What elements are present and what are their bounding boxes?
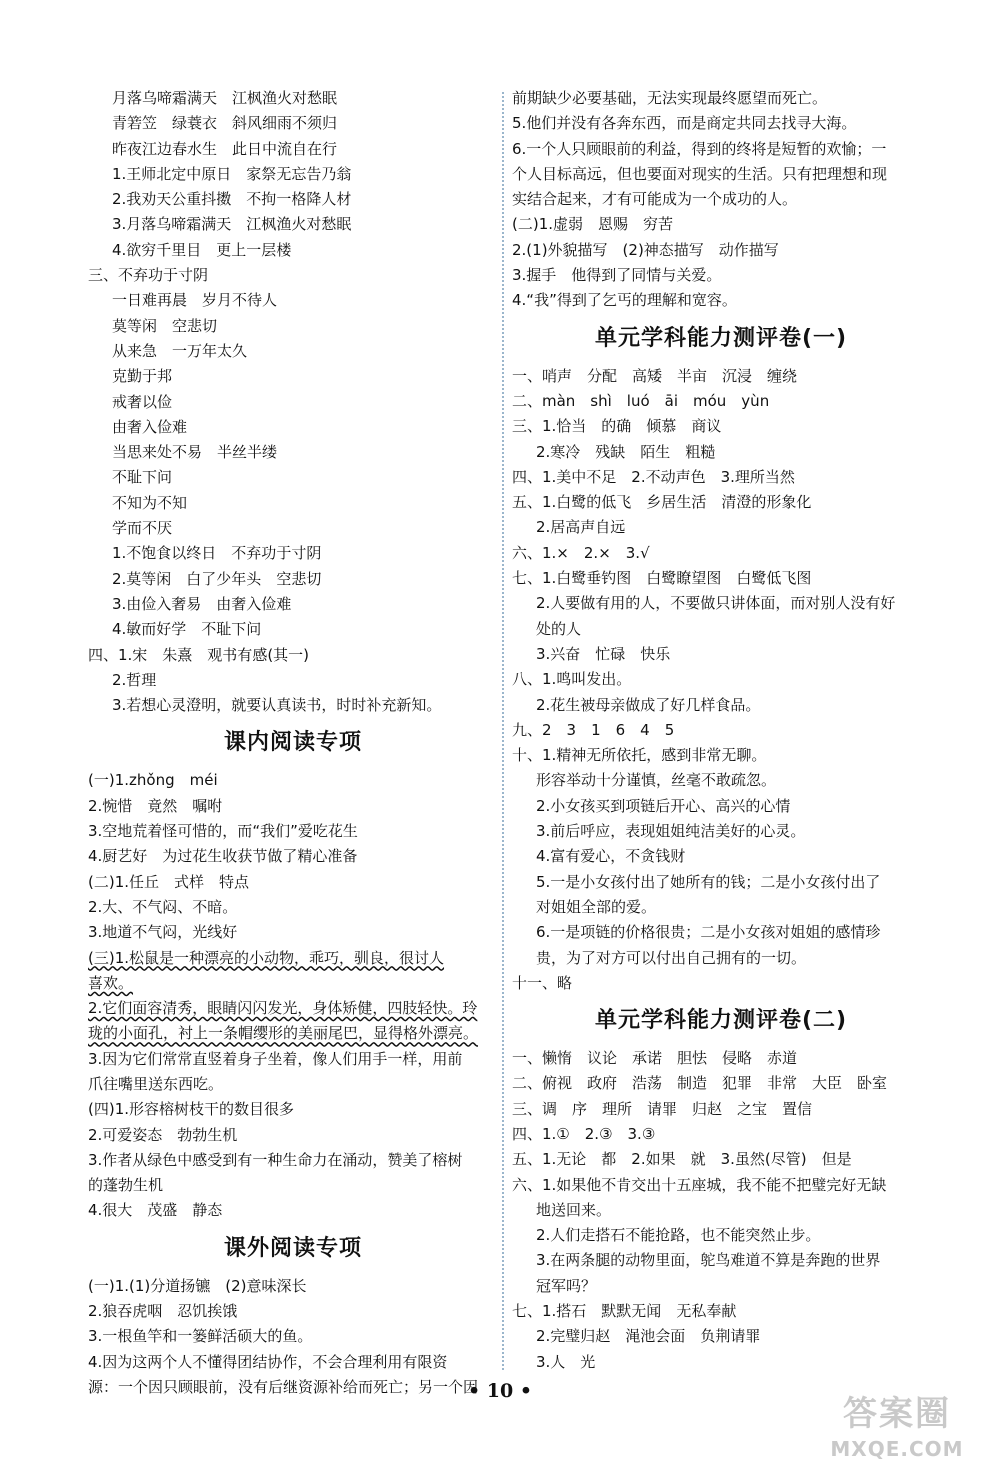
answer-line: 3.月落乌啼霜满天 江枫渔火对愁眠 [112, 215, 352, 234]
answer-line: 3.若想心灵澄明，就要认真读书，时时补充新知。 [112, 696, 442, 715]
answer-line: 5.他们并没有各奔东西，而是商定共同去找寻大海。 [512, 114, 857, 133]
answer-line: 3.前后呼应，表现姐姐纯洁美好的心灵。 [536, 822, 806, 841]
answer-line: (二)1.虚弱 恩赐 穷苦 [512, 215, 674, 234]
section-heading: 课外阅读专项 [223, 1235, 362, 1261]
answer-line: 十一、略 [512, 973, 573, 992]
answer-line: 当思来处不易 半丝半缕 [112, 443, 278, 462]
watermark-logo [812, 1392, 982, 1472]
answer-line: 4.富有爱心，不贪钱财 [536, 847, 686, 866]
answer-line: 二、俯视 政府 浩荡 制造 犯罪 非常 大臣 卧室 [512, 1074, 888, 1093]
answer-line: 六、1.如果他不肯交出十五座城，我不能不把璧完好无缺 [512, 1175, 887, 1194]
answer-line: 克勤于邦 [112, 367, 173, 386]
answer-line: 3.在两条腿的动物里面，鸵鸟难道不算是奔跑的世界 [536, 1251, 881, 1270]
answer-line: 3.人 光 [536, 1352, 596, 1371]
answer-line: 爪往嘴里送东西吃。 [88, 1074, 224, 1093]
underlined-text: 2.它们面容清秀，眼睛闪闪发光，身体矫健，四肢轻快。玲 [88, 999, 478, 1018]
answer-line [88, 946, 498, 971]
answer-line: (四)1.形容榕树枝干的数目很多 [88, 1100, 295, 1119]
answer-line: 五、1.无论 都 2.如果 就 3.虽然(尽管) 但是 [512, 1150, 852, 1169]
answer-line: 月落乌啼霜满天 江枫渔火对愁眠 [112, 89, 338, 107]
answer-line: 4.“我”得到了乞丐的理解和宽容。 [512, 291, 737, 310]
answer-line: 2.我劝天公重抖擞 不拘一格降人材 [112, 190, 352, 209]
answer-line: 三、1.恰当 的确 倾慕 商议 [512, 417, 722, 436]
answer-line: 3.空地荒着怪可惜的，而“我们”爱吃花生 [88, 822, 358, 841]
answer-line: 个人目标高远，但也要面对现实的生活。只有把理想和现 [512, 164, 888, 183]
answer-line: 源：一个因只顾眼前，没有后继资源补给而死亡；另一个因 [88, 1377, 479, 1396]
answer-line: 2.人要做有用的人，不要做只讲体面，而对别人没有好 [536, 594, 896, 613]
answer-line: 4.很大 茂盛 静态 [88, 1201, 223, 1220]
answer-line: 2.小女孩买到项链后开心、高兴的心情 [536, 796, 791, 815]
answer-line: 五、1.白鹭的低飞 乡居生活 清澄的形象化 [512, 493, 812, 512]
answer-line: (一)1.(1)分道扬镳 (2)意味深长 [88, 1276, 307, 1295]
answer-line: 3.一根鱼竿和一篓鲜活硕大的鱼。 [88, 1327, 313, 1346]
answer-line: 处的人 [536, 619, 582, 638]
answer-line: 3.因为它们常常直竖着身子坐着，像人们用手一样，用前 [88, 1049, 463, 1068]
answer-line: 2.居高声自远 [536, 518, 626, 537]
left-column [88, 86, 498, 1400]
answer-line: 三、不弃功于寸阴 [88, 266, 209, 285]
page-number: • 10 • [468, 1380, 532, 1402]
answer-line [88, 996, 498, 1021]
answer-line: 3.作者从绿色中感受到有一种生命力在涌动，赞美了榕树 [88, 1150, 463, 1169]
answer-line: 九、2 3 1 6 4 5 [512, 720, 675, 739]
answer-line: 2.人们走搭石不能抢路，也不能突然止步。 [536, 1226, 821, 1245]
answer-line: 2.(1)外貌描写 (2)神态描写 动作描写 [512, 240, 779, 259]
answer-line: 学而不厌 [112, 519, 173, 538]
answer-line: 1.不饱食以终日 不弃功于寸阴 [112, 544, 322, 563]
answer-line: 6.一个人只顾眼前的利益，得到的终将是短暂的欢愉；一 [512, 139, 887, 158]
answer-line: 一日难再晨 岁月不待人 [112, 291, 278, 310]
answer-line: 2.花生被母亲做成了好几样食品。 [536, 695, 761, 714]
answer-line: 5.一是小女孩付出了她所有的钱；二是小女孩付出了 [536, 872, 881, 891]
answer-line: 七、1.白鹭垂钓图 白鹭瞭望图 白鹭低飞图 [512, 569, 812, 588]
answer-line: 1.王师北定中原日 家祭无忘告乃翁 [112, 164, 352, 183]
answer-line: 4.欲穷千里目 更上一层楼 [112, 240, 292, 259]
answer-line: (二)1.任丘 式样 特点 [88, 872, 250, 891]
underlined-text: (三)1.松鼠是一种漂亮的小动物，乖巧，驯良，很讨人 [88, 948, 445, 967]
answer-line: 实结合起来，才有可能成为一个成功的人。 [512, 190, 798, 209]
watermark-bottom-text: MXQE.COM [830, 1437, 964, 1461]
answer-line: 2.惋惜 竟然 嘱咐 [88, 796, 223, 815]
underlined-text: 珑的小面孔，衬上一条帽缨形的美丽尾巴，显得格外漂亮。 [88, 1024, 479, 1043]
answer-line: 3.地道不气闷，光线好 [88, 923, 238, 942]
answer-line: 莫等闲 空悲切 [112, 316, 218, 335]
right-column [512, 86, 930, 1375]
answer-line: 4.厨艺好 为过花生收获节做了精心准备 [88, 847, 358, 866]
column-divider [502, 92, 504, 1370]
answer-line: 不知为不知 [112, 493, 188, 512]
answer-line: 从来急 一万年太久 [112, 341, 248, 360]
watermark-top-text: 答案圈 [843, 1394, 951, 1434]
answer-line: 2.完璧归赵 渑池会面 负荆请罪 [536, 1327, 761, 1346]
answer-line: 昨夜江边春水生 此日中流自在行 [112, 139, 338, 158]
answer-line: 的蓬勃生机 [88, 1176, 164, 1195]
answer-line: 形容举动十分谨慎，丝毫不敢疏忽。 [536, 771, 777, 790]
underlined-text: 喜欢。 [88, 973, 134, 992]
answer-line: (一)1.zhǒng méi [88, 771, 218, 790]
answer-line: 二、màn shì luó āi móu yùn [512, 391, 770, 410]
answer-line: 2.哲理 [112, 670, 157, 689]
section-heading: 课内阅读专项 [223, 730, 362, 756]
answer-line: 4.敏而好学 不耻下问 [112, 620, 262, 639]
answer-line: 青箬笠 绿蓑衣 斜风细雨不须归 [112, 114, 338, 133]
answer-line: 三、调 序 理所 请罪 归赵 之宝 置信 [512, 1099, 813, 1118]
answer-line: 由奢入俭难 [112, 417, 188, 436]
answer-line: 十、1.精神无所依托，感到非常无聊。 [512, 746, 767, 765]
answer-line: 一、懒惰 议论 承诺 胆怯 侵略 赤道 [512, 1049, 798, 1068]
answer-line: 2.狼吞虎咽 忍饥挨饿 [88, 1302, 238, 1321]
answer-line: 不耻下问 [112, 468, 173, 487]
section-heading: 单元学科能力测评卷(一) [594, 325, 848, 351]
answer-line: 2.可爱姿态 勃勃生机 [88, 1125, 238, 1144]
answer-line: 四、1.宋 朱熹 观书有感(其一) [88, 645, 310, 664]
answer-line: 4.因为这两个人不懂得团结协作，不会合理利用有限资 [88, 1352, 448, 1371]
answer-line: 戒奢以俭 [112, 392, 173, 411]
answer-line: 八、1.鸣叫发出。 [512, 670, 632, 689]
answer-line: 3.握手 他得到了同情与关爱。 [512, 266, 722, 285]
answer-line: 3.由俭入奢易 由奢入俭难 [112, 594, 292, 613]
answer-line: 冠军吗？ [536, 1276, 597, 1295]
answer-line [88, 1021, 498, 1046]
section-heading: 单元学科能力测评卷(二) [594, 1008, 848, 1034]
answer-line: 前期缺少必要基础，无法实现最终愿望而死亡。 [512, 89, 828, 107]
answer-line: 一、哨声 分配 高矮 半亩 沉浸 缠绕 [512, 366, 798, 385]
answer-line: 贵，为了对方可以付出自己拥有的一切。 [536, 948, 807, 967]
answer-line [88, 971, 498, 996]
answer-line: 四、1.美中不足 2.不动声色 3.理所当然 [512, 467, 795, 486]
answer-line: 2.莫等闲 白了少年头 空悲切 [112, 569, 322, 588]
answer-line: 3.兴奋 忙碌 快乐 [536, 644, 671, 663]
answer-line: 七、1.搭石 默默无闻 无私奉献 [512, 1302, 737, 1321]
answer-line: 六、1.× 2.× 3.√ [512, 543, 650, 562]
answer-line: 对姐姐全部的爱。 [536, 897, 657, 916]
answer-line: 地送回来。 [536, 1200, 612, 1219]
answer-line: 四、1.① 2.③ 3.③ [512, 1124, 656, 1143]
answer-line: 2.寒冷 残缺 陌生 粗糙 [536, 442, 716, 461]
answer-line: 2.大、不气闷、不暗。 [88, 897, 238, 916]
answer-line: 6.一是项链的价格很贵；二是小女孩对姐姐的感情珍 [536, 923, 881, 942]
